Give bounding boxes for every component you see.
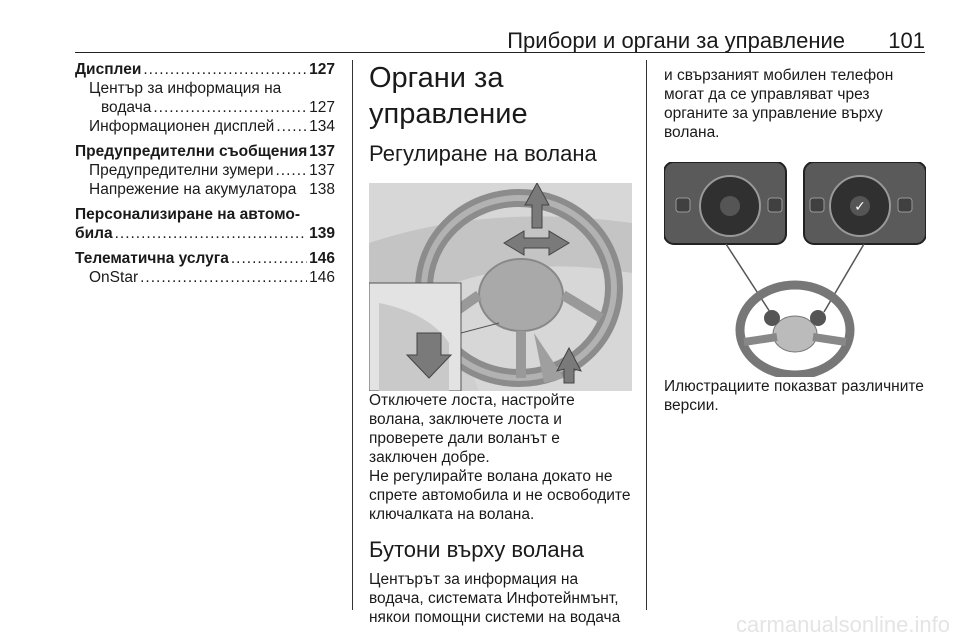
toc-entry-page: 137 bbox=[309, 162, 335, 179]
page-header bbox=[75, 28, 925, 54]
toc-entry bbox=[75, 205, 335, 224]
page-title: Прибори и органи за управление bbox=[507, 28, 845, 53]
toc-entry bbox=[75, 117, 335, 136]
steering-buttons-illustration bbox=[664, 162, 926, 377]
page-number: 101 bbox=[888, 28, 925, 53]
illustration-caption: Илюстрациите показват различните версии. bbox=[664, 378, 924, 414]
toc-list bbox=[75, 60, 335, 287]
right-column bbox=[664, 60, 926, 415]
steering-wheel-image bbox=[369, 183, 632, 391]
toc-entry bbox=[75, 249, 335, 268]
toc-entry-page: 137 bbox=[309, 143, 335, 160]
toc-entry-label: водача bbox=[101, 99, 152, 116]
main-column bbox=[369, 60, 632, 627]
svg-text:✓: ✓ bbox=[854, 199, 866, 215]
toc-column bbox=[75, 60, 335, 287]
toc-entry bbox=[75, 98, 335, 117]
subsection-title-steering: Регулиране на волана bbox=[369, 141, 597, 166]
toc-entry-label: Напрежение на акумулатора bbox=[89, 181, 297, 198]
toc-leader-dots bbox=[140, 268, 307, 287]
toc-entry-label: Предупредителни зумери bbox=[89, 162, 274, 179]
toc-entry-label: OnStar bbox=[89, 269, 139, 286]
toc-entry bbox=[75, 180, 335, 199]
toc-leader-dots bbox=[276, 117, 307, 136]
watermark: carmanualsonline.info bbox=[735, 612, 950, 637]
toc-entry bbox=[75, 142, 335, 161]
column-divider bbox=[646, 60, 647, 610]
toc-entry bbox=[75, 60, 335, 79]
steering-adjust-illustration bbox=[369, 183, 632, 391]
toc-leader-dots bbox=[143, 60, 307, 79]
toc-entry-page: 127 bbox=[309, 99, 335, 116]
toc-leader-dots bbox=[231, 249, 307, 268]
header-rule bbox=[75, 52, 925, 53]
section-title: Органи за управление bbox=[369, 62, 528, 130]
toc-entry-label: Информационен дисплей bbox=[89, 118, 275, 135]
toc-entry-page: 134 bbox=[309, 118, 335, 135]
toc-entry-page: 146 bbox=[309, 250, 335, 267]
toc-entry-label: Предупредителни съобщения bbox=[75, 143, 308, 160]
toc-entry-page: 127 bbox=[309, 61, 335, 78]
toc-entry-page: 139 bbox=[309, 225, 335, 242]
toc-entry-label: Център за информация на bbox=[89, 80, 282, 97]
toc-entry-label: била bbox=[75, 225, 113, 242]
column-divider bbox=[352, 60, 353, 610]
steering-adjust-text: Отключете лоста, настройте волана, заключете лоста и проверете дали воланът е заключен добре. bbox=[369, 392, 575, 466]
toc-entry bbox=[75, 79, 335, 98]
subsection-title-buttons: Бутони върху волана bbox=[369, 537, 585, 562]
toc-entry bbox=[75, 268, 335, 287]
toc-leader-dots bbox=[276, 161, 308, 180]
toc-entry-page: 138 bbox=[309, 181, 335, 198]
buttons-intro-text: Центърът за информация на водача, системата Инфотейнмънт, някои помощни системи на водача bbox=[369, 571, 621, 626]
steering-warning-text: Не регулирайте волана докато не спрете автомобила и не освободите ключалката на волана. bbox=[369, 468, 631, 523]
toc-leader-dots bbox=[153, 98, 307, 117]
toc-entry-label: Персонализиране на автомо- bbox=[75, 206, 301, 223]
toc-entry-label: Дисплеи bbox=[75, 61, 142, 78]
toc-entry-page: 146 bbox=[309, 269, 335, 286]
toc-leader-dots bbox=[115, 224, 308, 243]
toc-entry bbox=[75, 161, 335, 180]
buttons-continued-text: и свързаният мобилен телефон могат да се управляват чрез органите за управление върху волана. bbox=[664, 67, 894, 141]
toc-entry bbox=[75, 224, 335, 243]
steering-buttons-image bbox=[664, 162, 926, 377]
toc-entry-label: Телематична услуга bbox=[75, 250, 229, 267]
